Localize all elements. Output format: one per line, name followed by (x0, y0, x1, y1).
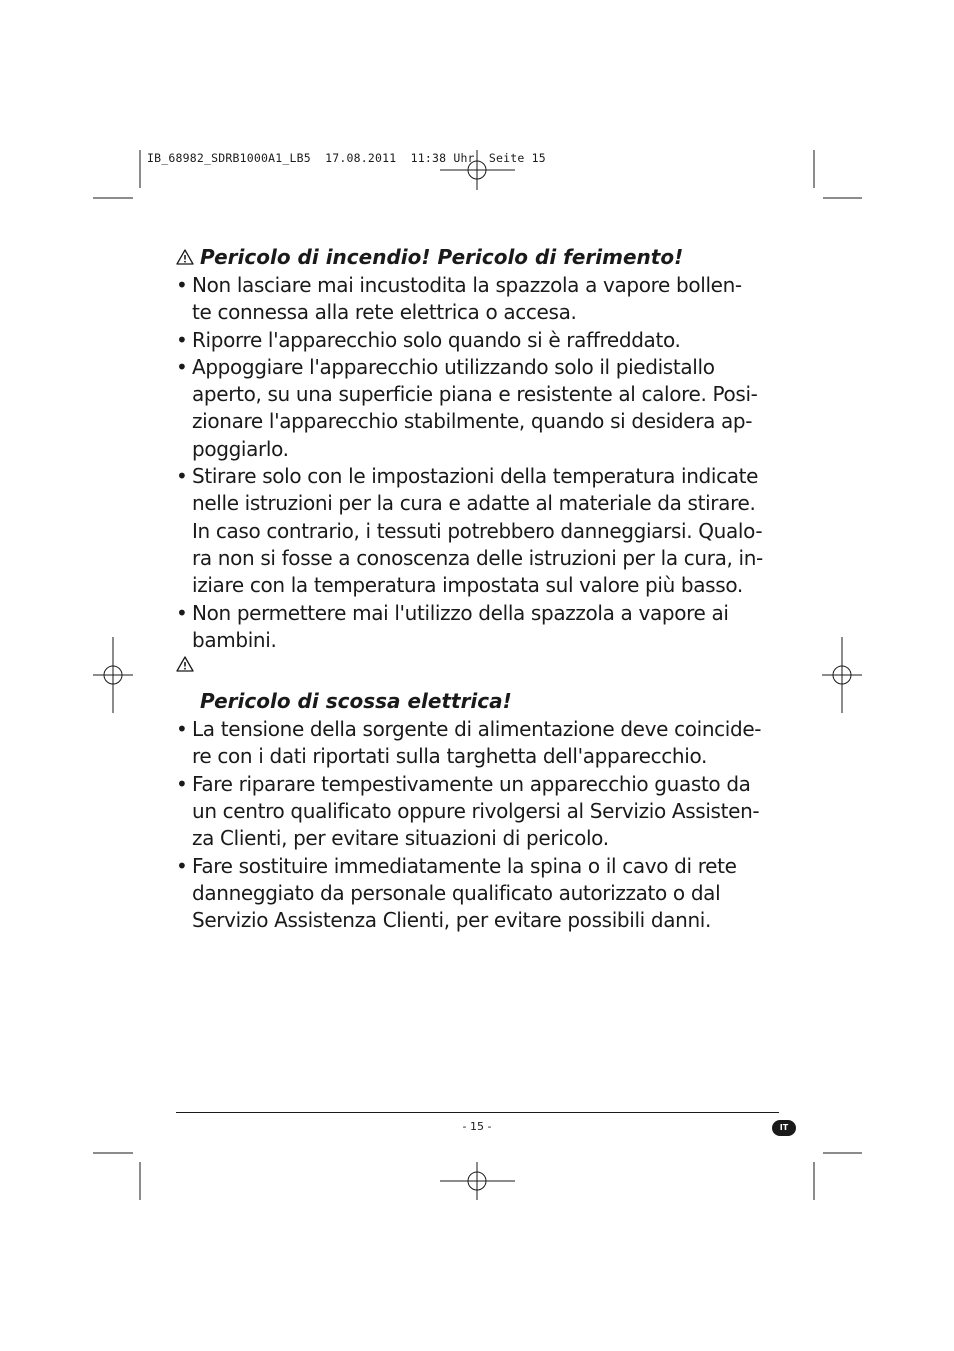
section-heading-electric (176, 686, 786, 716)
language-badge: IT (772, 1120, 796, 1136)
warning-triangle-icon (176, 249, 194, 265)
bullet: • (176, 717, 188, 742)
section-heading-fire (176, 242, 786, 272)
bullet: • (176, 354, 188, 379)
list-item: • Riporre l'apparecchio solo quando si è raffreddato. (176, 327, 786, 354)
list-item: • Stirare solo con le impostazioni della temperatura indicate nelle istruzioni per la cura e adatte al materiale da stirare. In caso contrario, i tessuti potrebbero danneggiarsi. Qualo- ra non si fosse a conoscenza delle istruzioni per la cura, in- iziare con la temperatura impostata sul valore più basso. (176, 464, 763, 598)
bullet: • (176, 600, 188, 625)
section-title: Pericolo di scossa elettrica! (200, 689, 512, 714)
fire-safety-list (176, 272, 786, 654)
print-slug: IB_68982_SDRB1000A1_LB5 17.08.2011 11:38 Uhr Seite 15 (147, 151, 546, 165)
list-item: • Appoggiare l'apparecchio utilizzando solo il piedistallo aperto, su una superficie piana e resistente al calore. Posi- zionare l'apparecchio stabilmente, quando si desidera ap- poggiarlo. (176, 354, 758, 461)
bullet: • (176, 771, 188, 796)
warning-triangle-icon (176, 656, 194, 672)
footer-divider (176, 1112, 779, 1113)
bullet: • (176, 464, 188, 489)
electric-safety-list (176, 716, 786, 934)
page-content (176, 242, 786, 935)
list-item: • Non lasciare mai incustodita la spazzola a vapore bollen- te connessa alla rete elettrica o accesa. (176, 273, 742, 325)
list-item: • Fare sostituire immediatamente la spina o il cavo di rete danneggiato da personale qualificato autorizzato o dal Servizio Assistenza Clienti, per evitare possibili danni. (176, 853, 737, 933)
section-title: Pericolo di incendio! Pericolo di ferimento! (200, 245, 684, 269)
list-item: • Non permettere mai l'utilizzo della spazzola a vapore ai bambini. (176, 600, 729, 652)
page-number: - 15 - (462, 1120, 492, 1133)
list-item: • La tensione della sorgente di alimentazione deve coincide- re con i dati riportati sulla targhetta dell'apparecchio. (176, 717, 762, 769)
bullet: • (176, 273, 188, 297)
list-item: • Fare riparare tempestivamente un apparecchio guasto da un centro qualificato oppure rivolgersi al Servizio Assisten- za Clienti, per evitare situazioni di pericolo. (176, 771, 760, 851)
bullet: • (176, 327, 188, 352)
bullet: • (176, 853, 188, 878)
